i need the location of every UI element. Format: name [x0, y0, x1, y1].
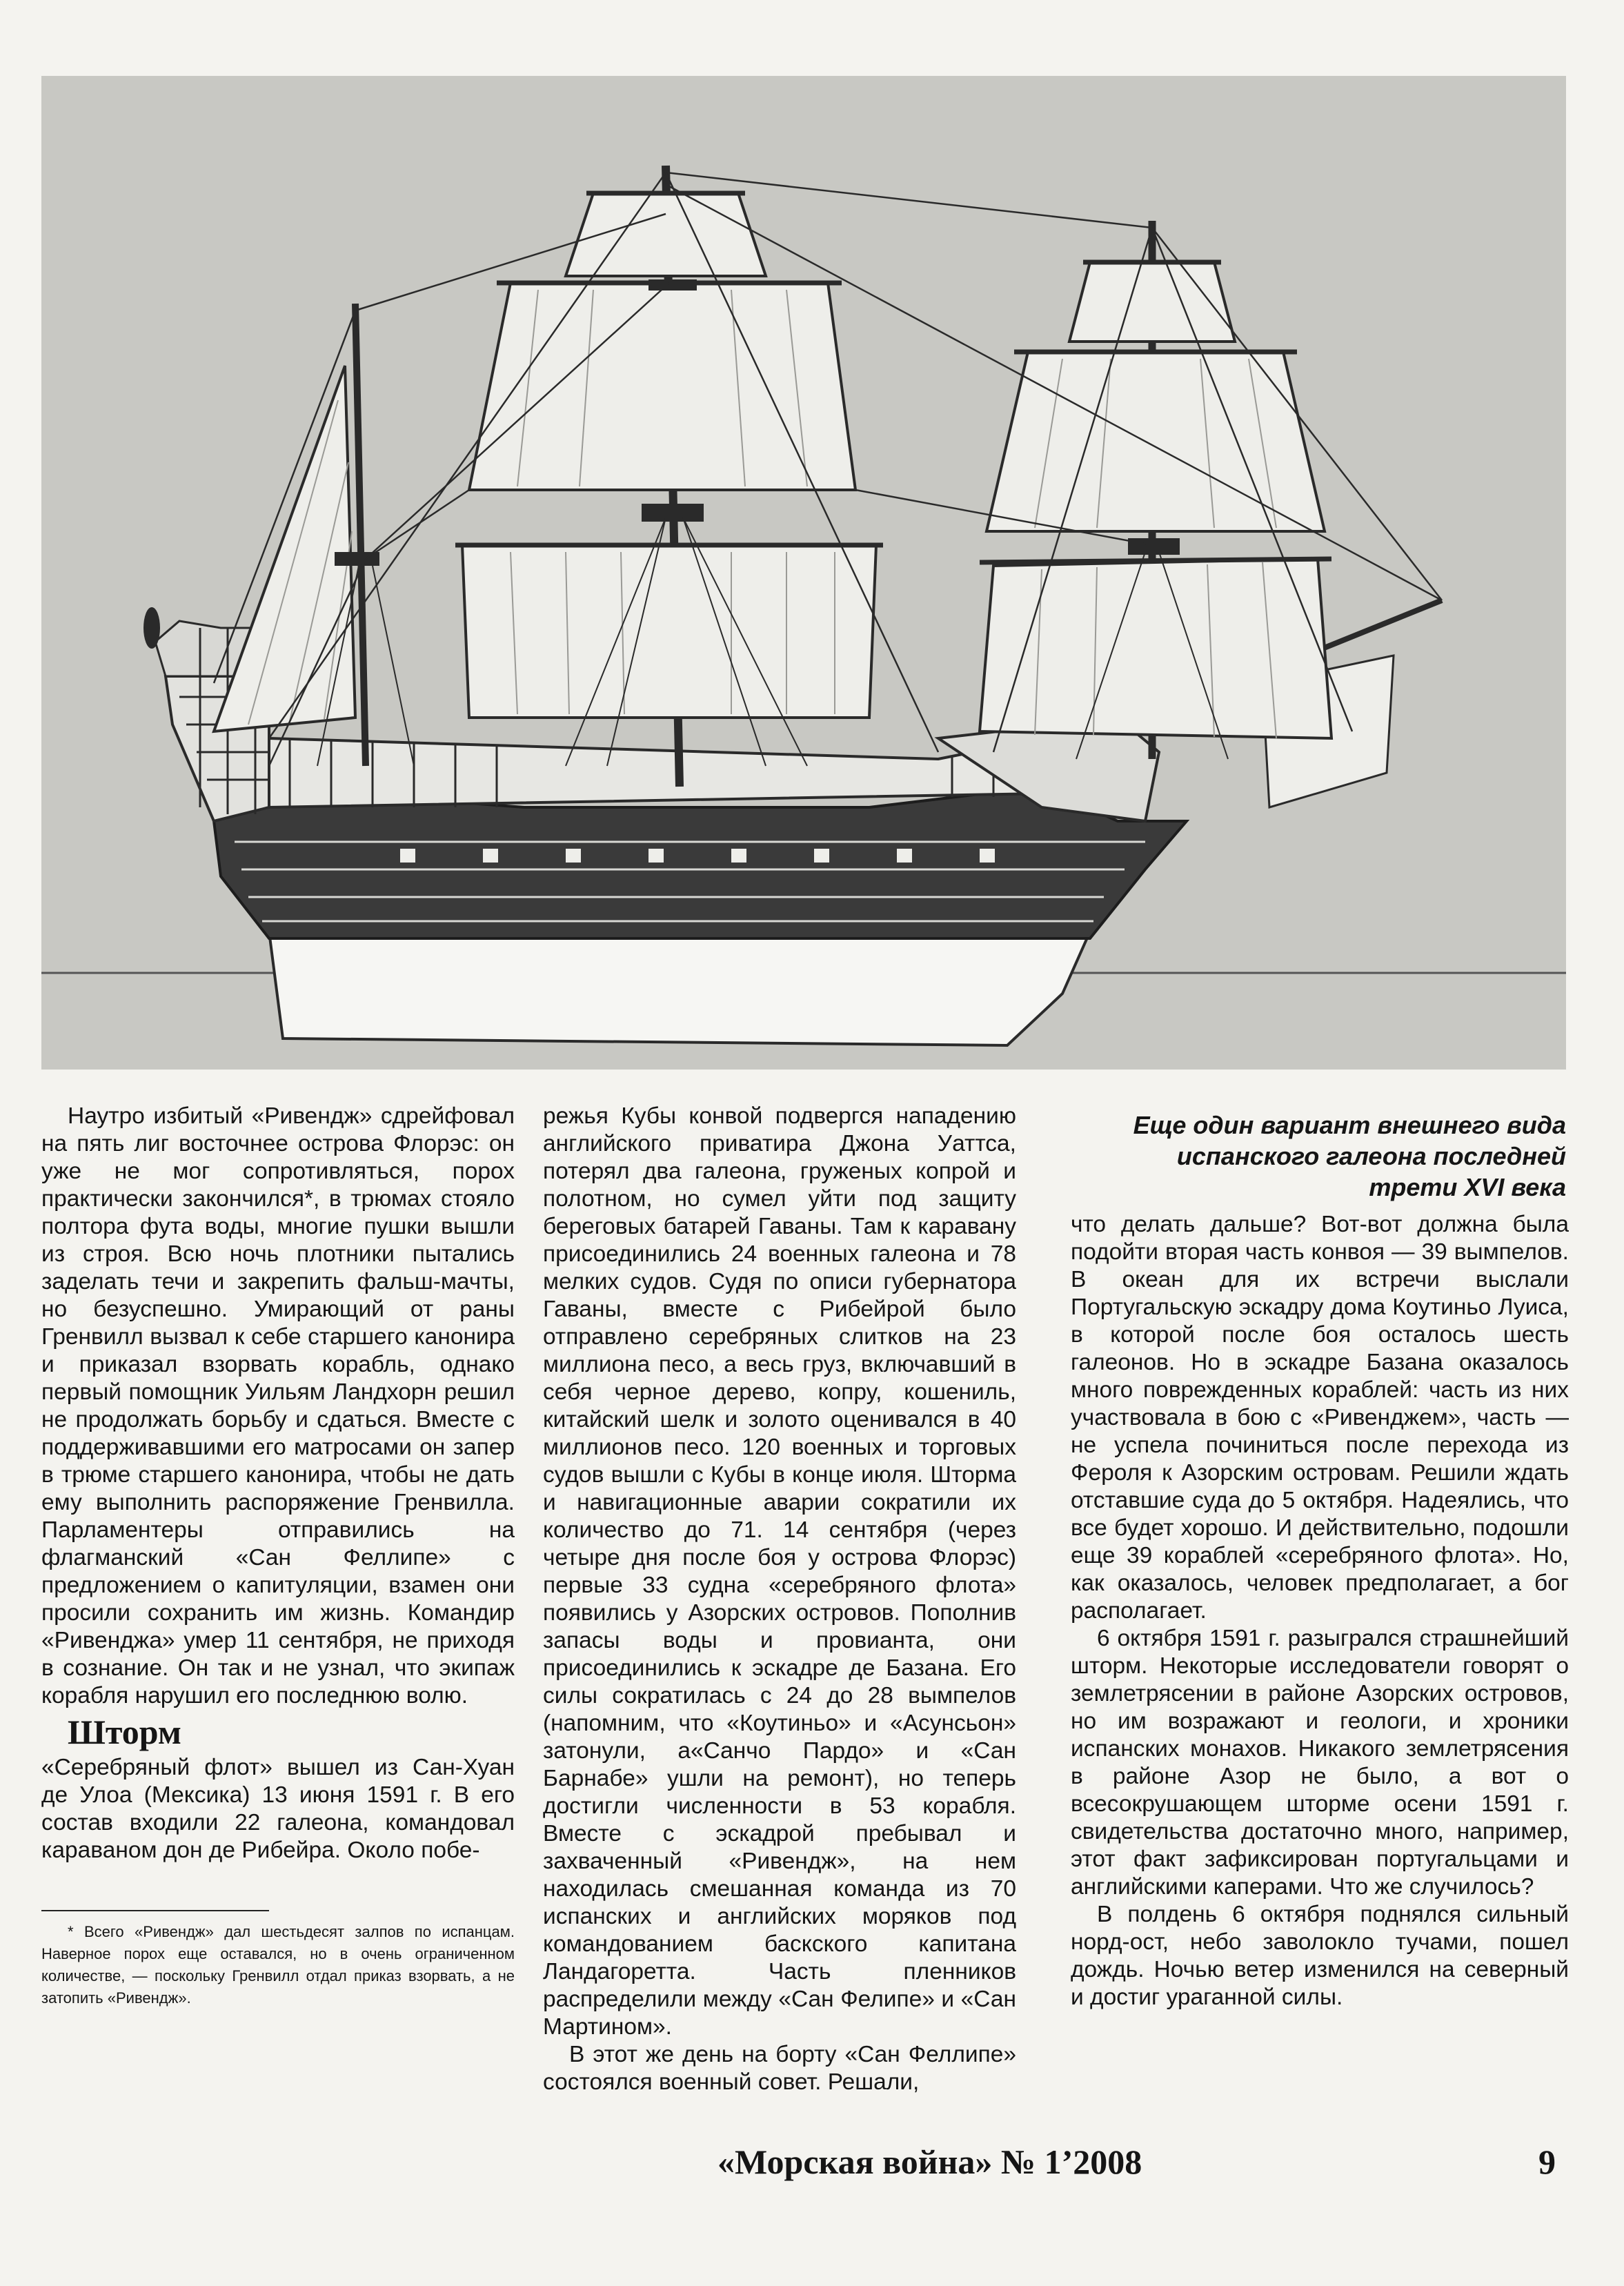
paragraph: В этот же день на борту «Сан Феллипе» состоялся военный совет. Решали, [543, 2042, 1016, 2095]
galleon-illustration [41, 76, 1566, 1070]
magazine-title: «Морская война» № 1’2008 [717, 2142, 1142, 2181]
text-column-2 [543, 1103, 1016, 2096]
paragraph: В полдень 6 октября поднялся сильный норд-ост, небо заволокло тучами, пошел дождь. Ночью ветер изменился на северный и достиг ураганной силы. [1071, 1902, 1569, 2010]
paragraph: Наутро избитый «Ривендж» сдрейфовал на пять лиг восточнее острова Флорэс: он уже не мог сопротивляться, порох практически закончился*, в трюмах стояло полтора фута воды, многие пушки вышли из строя. Всю ночь плотники пытались заделать течи и закрепить фальш-мачты, но безуспешно. Умирающий от раны Гренвилл вызвал к себе старшего канонира и приказал взорвать корабль, однако первый помощник Уильям Ландхорн решил не продолжать борьбу и сдаться. Вместе с поддерживавшими его матросами он запер в трюме старшего канонира, чтобы не дать ему выполнить распоряжение Гренвилла. Парламентеры отправились на флагманский «Сан Феллипе» с предложением о капитуляции, взамен они просили сохранить им жизнь. Командир «Ривенджа» умер 11 сентября, не приходя в сознание. Он так и не узнал, что экипаж корабля нарушил его последнюю волю. [41, 1103, 515, 1708]
footnote-divider [41, 1910, 269, 1911]
text-column-1 [41, 1103, 515, 2009]
figure-caption [1076, 1110, 1566, 1203]
footnote: * Всего «Ривендж» дал шестьдесят залпов по испанцам. Наверное порох еще оставался, но в очень ограниченном количестве, — поскольку Гренвилл отдал приказ взорвать, а не затопить «Ривендж». [41, 1923, 515, 2007]
page-number: 9 [1538, 2142, 1556, 2181]
caption-line: Еще один вариант внешнего вида [1133, 1111, 1566, 1139]
paragraph: что делать дальше? Вот-вот должна была подойти вторая часть конвоя — 39 вымпелов. В океан для их встречи выслали Португальскую эскадру дома Коутиньо Луиса, в которой после боя осталось шесть галеонов. Но в эскадре Базана оказалось много поврежденных кораблей: часть из них участвовала в бою с «Ривенджем», часть — не успела починиться после перехода из Фероля к Азорским островам. Решили ждать отставшие суда до 5 октября. Надеялись, что все будет хорошо. И действительно, подошли еще 39 кораблей «серебряного флота». Но, как оказалось, человек предполагает, а бог располагает. [1071, 1212, 1569, 1624]
text-column-3 [1071, 1211, 1569, 2011]
paragraph: режья Кубы конвой подвергся нападению английского приватира Джона Уаттса, потерял два галеона, груженых копрой и полотном, но сумел уйти под защиту береговых батарей Гаваны. Там к каравану присоединились 24 военных галеона и 78 мелких судов. Судя по описи губернатора Гаваны, вместе с Рибейрой было отправлено серебряных слитков на 23 миллиона песо, а весь груз, включавший в себя черное дерево, копру, кошениль, китайский шелк и золото оценивался в 40 миллионов песо. 120 военных и торговых судов вышли с Кубы в конце июля. Шторма и навигационные аварии сократили их количество до 71. 14 сентября (через четыре дня после боя у острова Флорэс) первые 33 судна «серебряного флота» появились у Азорских островов. Пополнив запасы воды и провианта, они присоединились к эскадре де Базана. Его силы сократилась с 24 до 28 вымпелов (напомним, что «Коутиньо» и «Асунсьон» затонули, а«Санчо Пардо» и «Сан Барнабе» ушли на ремонт), но теперь достигли численности в 53 корабля. Вместе с эскадрой пребывал и захваченный «Ривендж», на нем находилась смешанная команда из 70 испанских и английских моряков под командованием баскского капитана Ландагоретта. Часть пленников распределили между «Сан Фелипе» и «Сан Мартином». [543, 1103, 1016, 2040]
caption-line: трети XVI века [1369, 1173, 1566, 1201]
paragraph: 6 октября 1591 г. разыгрался страшнейший шторм. Некоторые исследователи говорят о землетрясении в районе Азорских островов, но им возражают и геологи, и хроники испанских монахов. Никакого землетрясения в районе Азор не было, а вот о всесокрушающем шторме осени 1591 г. свидетельства достаточно много, например, этот факт зафиксирован португальцами и английскими каперами. Что же случилось? [1071, 1626, 1569, 1900]
section-heading: Шторм [68, 1713, 181, 1751]
paragraph: «Серебряный флот» вышел из Сан-Хуан де Улоа (Мексика) 13 июня 1591 г. В его состав входили 22 галеона, командовал караваном дон де Рибейра. Около побе- [41, 1755, 515, 1863]
caption-line: испанского галеона последней [1176, 1142, 1566, 1170]
